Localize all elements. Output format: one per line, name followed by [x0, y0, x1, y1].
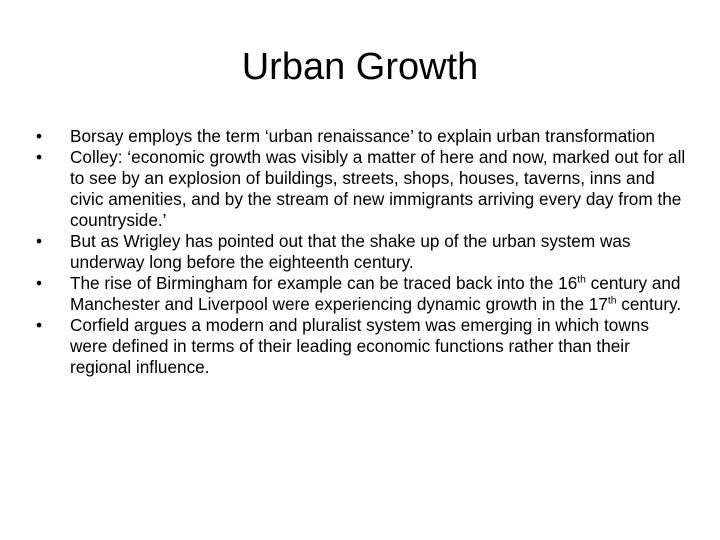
bullet-text-part: century. — [616, 294, 682, 314]
bullet-item — [36, 147, 686, 231]
bullet-icon: • — [36, 126, 43, 146]
ordinal-suffix: th — [577, 274, 586, 286]
bullet-item — [36, 126, 686, 147]
bullet-icon: • — [36, 273, 43, 293]
slide-title: Urban Growth — [241, 46, 479, 88]
bullet-text-part: The rise of Birmingham for example can be traced back into the 16 — [70, 273, 578, 293]
bullet-text: Colley: ‘economic growth was visibly a matter of here and now, marked out for all to see by an explosion of buildings, streets, shops, houses, taverns, inns and civic amenities, and by the stream of new immigrants arriving every day from the countryside.’ — [70, 147, 686, 230]
bullet-text: But as Wrigley has pointed out that the shake up of the urban system was underway long before the eighteenth century. — [70, 231, 631, 272]
bullet-text: Borsay employs the term ‘urban renaissance’ to explain urban transformation — [70, 126, 655, 146]
bullet-text: Corfield argues a modern and pluralist system was emerging in which towns were defined in terms of their leading economic functions rather than their regional influence. — [70, 315, 649, 377]
bullet-list — [36, 126, 686, 378]
bullet-icon: • — [36, 147, 43, 167]
ordinal-suffix: th — [607, 295, 617, 307]
bullet-icon: • — [36, 231, 43, 251]
bullet-text-part: century and Manchester and Liverpool were experiencing dynamic growth in the 17 — [70, 273, 681, 314]
bullet-item — [36, 315, 686, 378]
bullet-item — [36, 231, 686, 273]
bullet-item — [36, 273, 686, 315]
bullet-icon: • — [36, 315, 43, 335]
